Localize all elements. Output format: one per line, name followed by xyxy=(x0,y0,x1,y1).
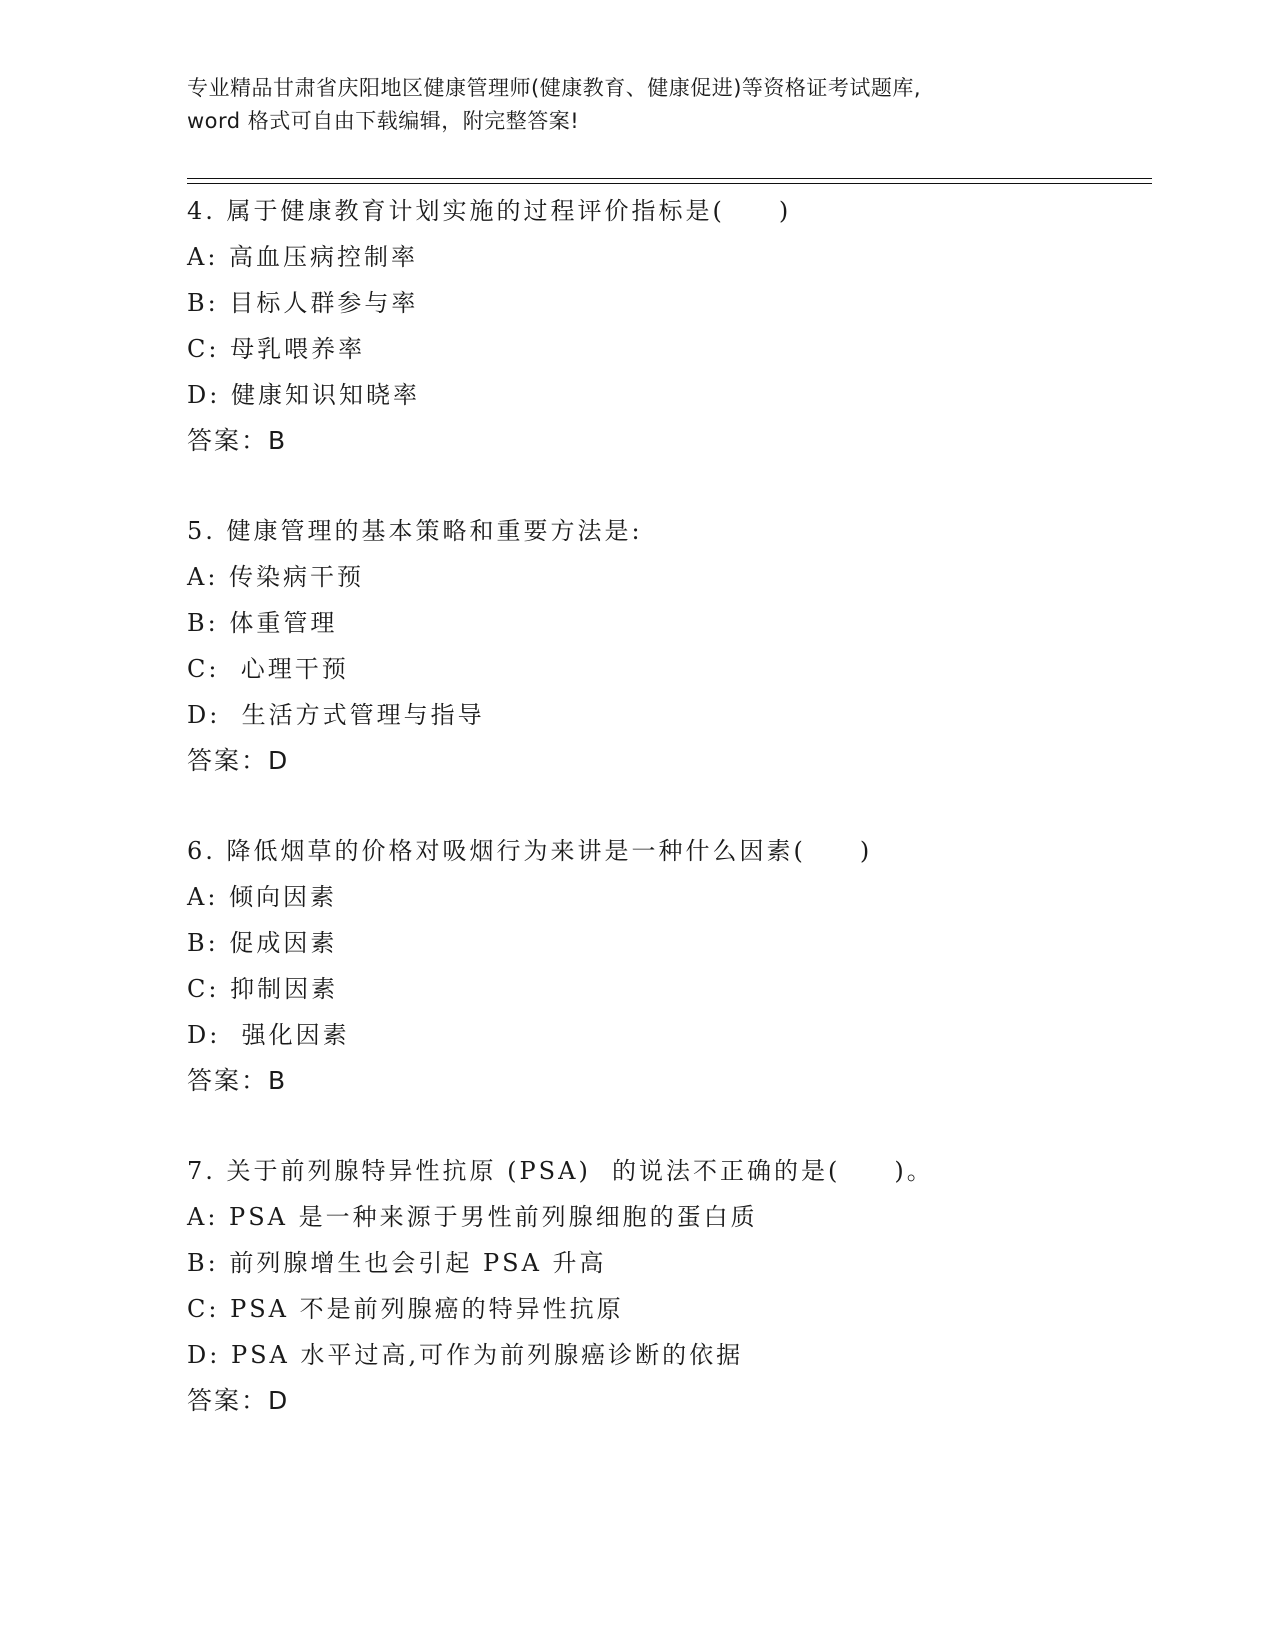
question-block xyxy=(187,1148,1147,1424)
option-c: C: 母乳喂养率 xyxy=(187,335,366,363)
option-a: A: PSA 是一种来源于男性前列腺细胞的蛋白质 xyxy=(187,1203,758,1231)
answer-line: 答案：D xyxy=(187,746,290,775)
question-block xyxy=(187,188,1147,464)
question-block xyxy=(187,508,1147,784)
question-stem: 6. 降低烟草的价格对吸烟行为来讲是一种什么因素( ) xyxy=(187,837,873,865)
question-stem: 5. 健康管理的基本策略和重要方法是: xyxy=(187,517,643,545)
answer-line: 答案：B xyxy=(187,1066,288,1095)
option-c: C: 抑制因素 xyxy=(187,975,339,1003)
option-d: D: 强化因素 xyxy=(187,1021,350,1049)
header-divider-bottom xyxy=(187,183,1152,184)
option-c: C: PSA 不是前列腺癌的特异性抗原 xyxy=(187,1295,624,1323)
document-header xyxy=(187,72,1147,138)
option-a: A: 倾向因素 xyxy=(187,883,338,911)
answer-line: 答案：D xyxy=(187,1386,290,1415)
question-stem: 4. 属于健康教育计划实施的过程评价指标是( ) xyxy=(187,197,792,225)
header-line-2: word 格式可自由下载编辑，附完整答案! xyxy=(187,109,580,133)
option-a: A: 高血压病控制率 xyxy=(187,243,419,271)
option-b: B: 促成因素 xyxy=(187,929,338,957)
option-d: D: PSA 水平过高,可作为前列腺癌诊断的依据 xyxy=(187,1341,744,1369)
header-divider-top xyxy=(187,178,1152,179)
question-block xyxy=(187,828,1147,1104)
header-line-1: 专业精品甘肃省庆阳地区健康管理师(健康教育、健康促进)等资格证考试题库, xyxy=(187,76,922,100)
option-b: B: 目标人群参与率 xyxy=(187,289,419,317)
option-b: B: 前列腺增生也会引起 PSA 升高 xyxy=(187,1249,607,1277)
option-d: D: 生活方式管理与指导 xyxy=(187,701,485,729)
option-b: B: 体重管理 xyxy=(187,609,338,637)
question-stem: 7. 关于前列腺特异性抗原 (PSA) 的说法不正确的是( )。 xyxy=(187,1157,934,1185)
option-d: D: 健康知识知晓率 xyxy=(187,381,420,409)
option-c: C: 心理干预 xyxy=(187,655,349,683)
option-a: A: 传染病干预 xyxy=(187,563,365,591)
answer-line: 答案：B xyxy=(187,426,288,455)
